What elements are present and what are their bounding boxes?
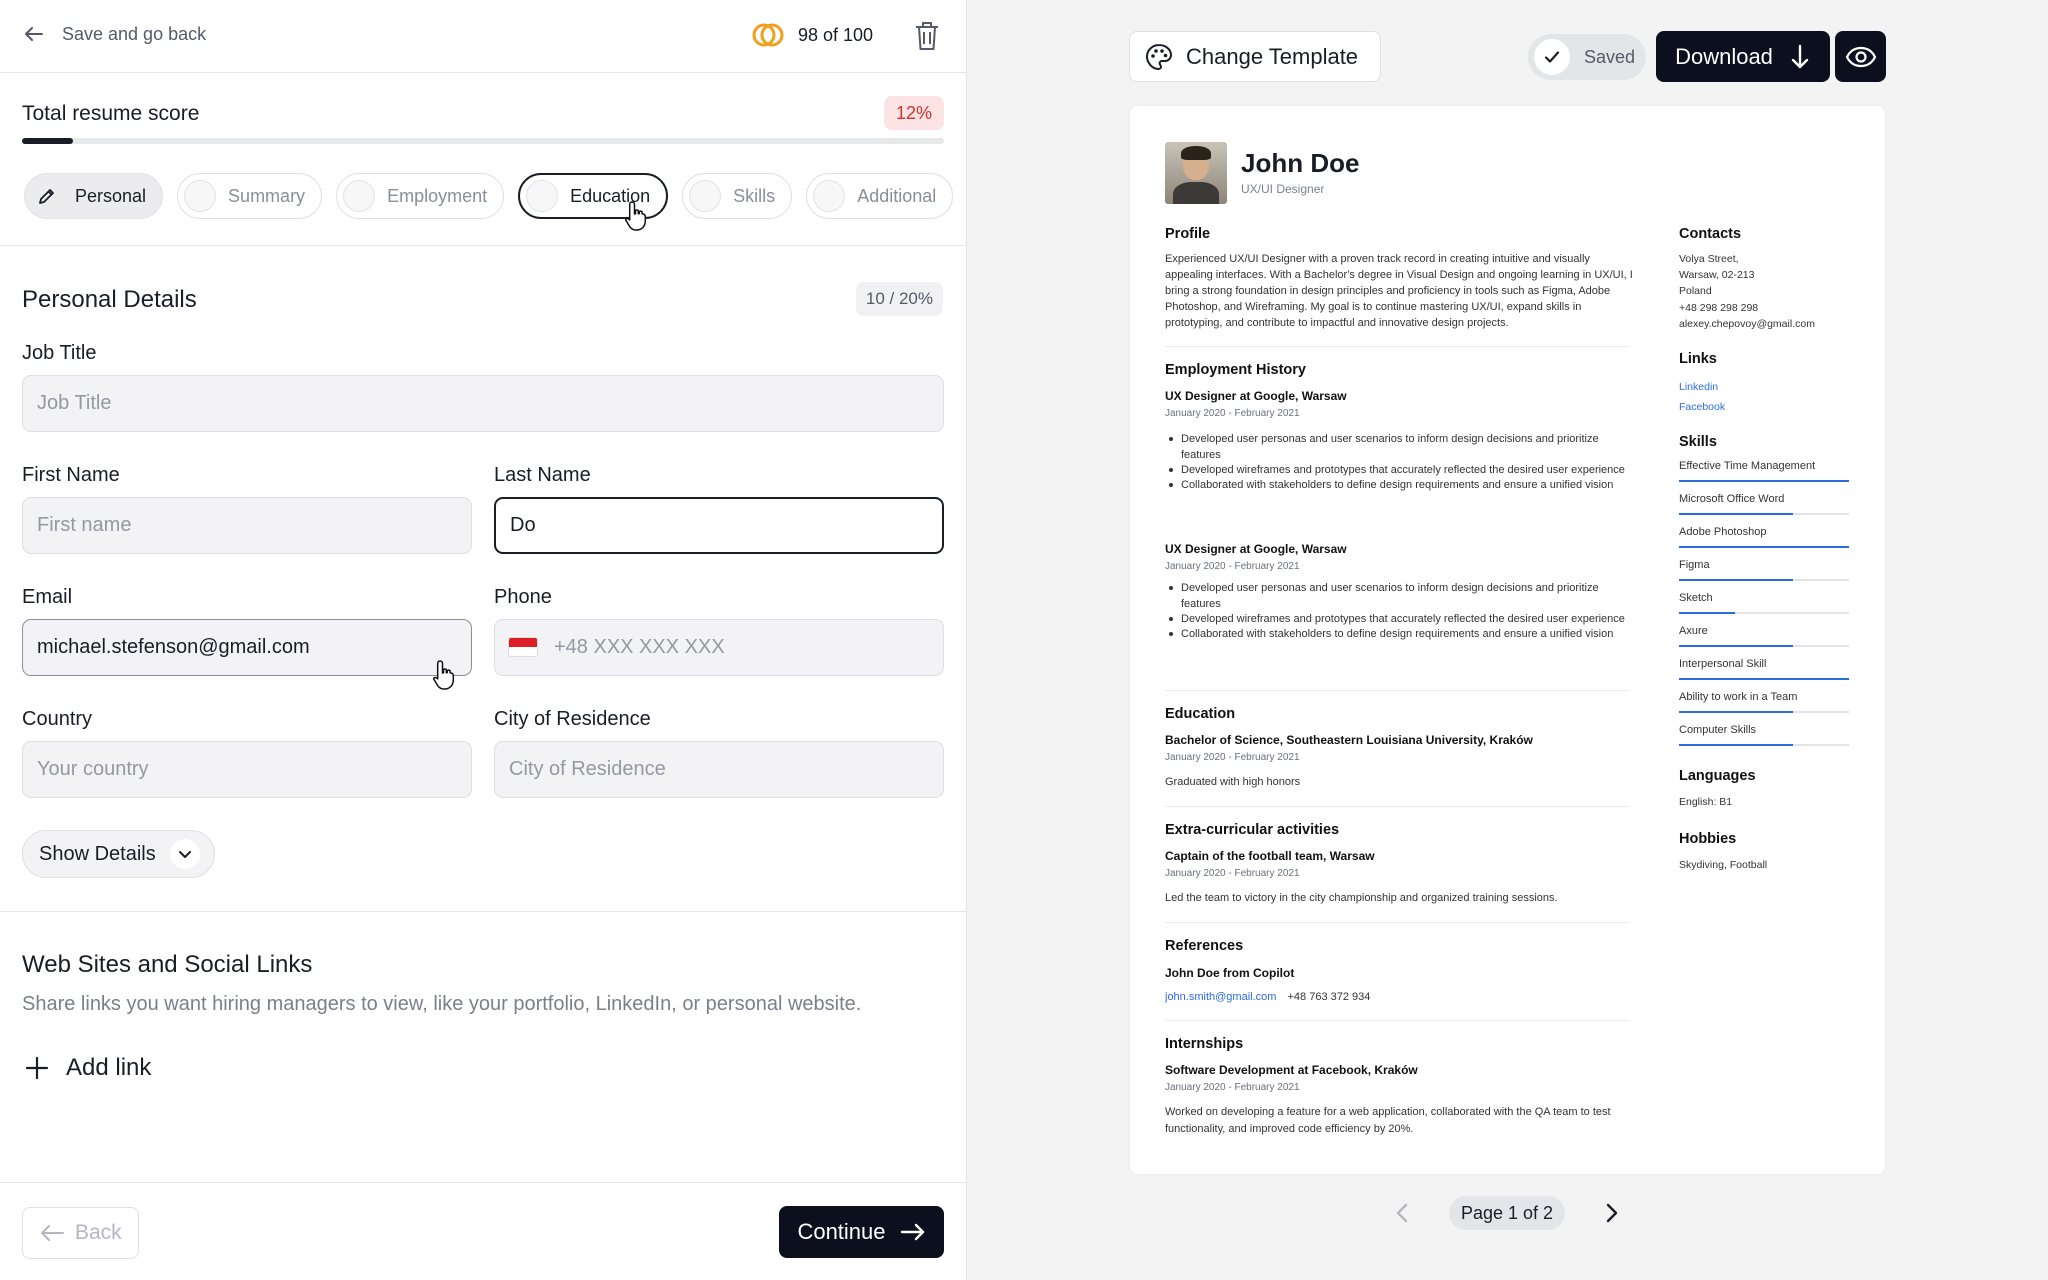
resume-skill-track [1679, 579, 1849, 581]
resume-skill-level [1679, 546, 1849, 548]
last-name-input[interactable] [494, 497, 944, 554]
resume-skill-track [1679, 645, 1849, 647]
download-button[interactable] [1656, 31, 1830, 82]
personal-details-title: Personal Details [22, 286, 197, 313]
resume-skill-name: Figma [1679, 559, 1710, 571]
list-item: Developed user personas and user scenarios to inform design decisions and prioritize features [1181, 431, 1631, 463]
resume-skill-level [1679, 513, 1793, 515]
palette-icon [1144, 42, 1174, 72]
city-label: City of Residence [494, 708, 651, 730]
arrow-left-icon [22, 22, 46, 46]
resume-skill-track [1679, 678, 1849, 680]
editor-topbar [0, 0, 967, 73]
resume-extra-heading: Extra-curricular activities [1165, 822, 1340, 838]
resume-skill-item [1679, 625, 1849, 647]
phone-label: Phone [494, 586, 552, 608]
resume-divider [1165, 690, 1630, 691]
first-name-label: First Name [22, 464, 120, 486]
tabs-divider [0, 245, 967, 246]
resume-skills-heading: Skills [1679, 434, 1717, 450]
list-item: Developed wireframes and prototypes that accurately reflected the desired user experience [1181, 462, 1631, 478]
resume-contact-line: Poland [1679, 285, 1712, 298]
download-label: Download [1675, 43, 1773, 69]
resume-score-title: Total resume score [22, 102, 200, 125]
tab-skills[interactable] [682, 173, 792, 219]
resume-contact-line: Volya Street, [1679, 253, 1739, 265]
resume-education-dates: January 2020 - February 2021 [1165, 752, 1300, 763]
resume-education-text: Graduated with high honors [1165, 776, 1301, 788]
tab-education-label: Education [570, 185, 651, 206]
resume-name: John Doe [1241, 148, 1360, 178]
list-item: Developed wireframes and prototypes that accurately reflected the desired user experience [1181, 611, 1631, 627]
coins-text: 98 of 100 [798, 24, 874, 45]
job-title-label: Job Title [22, 342, 97, 364]
resume-job-bullets [1181, 431, 1631, 492]
show-details-label: Show Details [39, 842, 156, 865]
resume-skill-name: Adobe Photoshop [1679, 526, 1767, 538]
resume-skill-item [1679, 493, 1849, 515]
resume-internship-text: Worked on developing a feature for a web application, collaborated with the QA team to test functionality, and improved code efficiency by 20%. [1165, 1106, 1611, 1135]
resume-preview [1130, 106, 1885, 1174]
resume-contacts [1679, 251, 1815, 332]
chevron-left-icon[interactable] [1390, 1200, 1416, 1226]
show-details-button[interactable] [22, 830, 215, 878]
list-item: Collaborated with stakeholders to define design requirements and ensure a unified vision [1181, 477, 1631, 493]
resume-internship-dates: January 2020 - February 2021 [1165, 1082, 1300, 1093]
resume-job-bullets [1181, 580, 1631, 641]
page-pagination [1390, 1196, 1624, 1230]
tab-summary-label: Summary [228, 185, 306, 206]
hand-cursor-icon [432, 659, 458, 691]
pencil-icon [31, 180, 63, 212]
check-icon [1534, 39, 1570, 75]
resume-hobbies: Skydiving, Football [1679, 859, 1768, 871]
resume-score-badge: 12% [884, 96, 944, 130]
resume-extra-dates: January 2020 - February 2021 [1165, 868, 1300, 879]
tab-employment[interactable] [336, 173, 504, 219]
resume-job-title: UX Designer at Google, Warsaw [1165, 389, 1347, 403]
list-item: Developed user personas and user scenarios to inform design decisions and prioritize features [1181, 580, 1631, 612]
preview-button[interactable] [1835, 31, 1886, 82]
resume-skill-item [1679, 724, 1849, 746]
web-links-subtitle: Share links you want hiring managers to view, like your portfolio, LinkedIn, or personal website. [22, 993, 862, 1015]
poland-flag-icon[interactable] [508, 637, 538, 657]
change-template-label: Change Template [1186, 43, 1359, 69]
tab-additional-label: Additional [857, 185, 937, 206]
resume-skill-track [1679, 711, 1849, 713]
resume-extra-title: Captain of the football team, Warsaw [1165, 849, 1375, 863]
resume-languages-heading: Languages [1679, 768, 1756, 784]
arrow-down-icon [1789, 44, 1811, 70]
resume-skill-level [1679, 612, 1735, 614]
resume-divider [1165, 806, 1630, 807]
resume-hobbies-heading: Hobbies [1679, 831, 1737, 847]
hand-cursor-icon [624, 200, 650, 232]
list-item: Collaborated with stakeholders to define design requirements and ensure a unified vision [1181, 626, 1631, 642]
save-and-go-back-link[interactable] [22, 22, 206, 46]
resume-divider [1165, 922, 1630, 923]
resume-avatar [1165, 142, 1227, 204]
resume-link-linkedin[interactable]: Linkedin [1679, 381, 1719, 393]
resume-skill-name: Microsoft Office Word [1679, 493, 1785, 505]
resume-reference-name: John Doe from Copilot [1165, 966, 1295, 980]
back-button-label: Back [75, 1221, 122, 1244]
resume-score-track [22, 138, 944, 144]
section-tabs [24, 173, 953, 219]
continue-button-label: Continue [797, 1219, 886, 1244]
resume-skill-track [1679, 546, 1849, 548]
resume-job-dates: January 2020 - February 2021 [1165, 408, 1300, 419]
resume-reference-contacts [1165, 989, 1370, 1006]
email-input[interactable] [22, 619, 472, 676]
email-label: Email [22, 586, 73, 608]
resume-reference-email[interactable]: john.smith@gmail.com [1165, 991, 1277, 1003]
resume-skill-name: Effective Time Management [1679, 460, 1816, 472]
resume-contact-line: alexey.chepovoy@gmail.com [1679, 317, 1815, 330]
resume-skill-item [1679, 592, 1849, 614]
resume-skill-name: Interpersonal Skill [1679, 658, 1767, 670]
add-link-button[interactable] [24, 1054, 151, 1082]
resume-skill-name: Sketch [1679, 592, 1713, 604]
resume-reference-phone: +48 763 372 934 [1287, 991, 1371, 1003]
plus-icon [24, 1055, 50, 1081]
save-and-go-back-label: Save and go back [62, 23, 207, 44]
resume-skill-level [1679, 678, 1849, 680]
last-name-label: Last Name [494, 464, 591, 486]
add-link-label: Add link [66, 1054, 152, 1081]
eye-icon [1845, 46, 1877, 68]
resume-divider [1165, 1020, 1630, 1021]
resume-score-fill [22, 138, 73, 144]
resume-skill-item [1679, 526, 1849, 548]
tab-additional-status-icon [813, 180, 845, 212]
resume-skill-name: Ability to work in a Team [1679, 691, 1798, 703]
resume-skill-level [1679, 645, 1793, 647]
chevron-right-icon[interactable] [1598, 1200, 1624, 1226]
resume-job-title: UX Designer at Google, Warsaw [1165, 542, 1347, 556]
editor-footer [0, 1182, 967, 1280]
tab-summary-status-icon [184, 180, 216, 212]
page-indicator: Page 1 of 2 [1449, 1196, 1565, 1230]
chevron-down-icon [170, 839, 200, 869]
continue-button[interactable] [779, 1206, 944, 1258]
resume-references-heading: References [1165, 938, 1244, 954]
resume-skill-level [1679, 711, 1793, 713]
resume-links [1679, 377, 1725, 417]
tab-employment-label: Employment [387, 185, 488, 206]
resume-skill-level [1679, 480, 1849, 482]
tab-summary[interactable] [177, 173, 322, 219]
resume-links-heading: Links [1679, 351, 1717, 367]
job-title-input[interactable] [22, 375, 944, 432]
resume-education-title: Bachelor of Science, Southeastern Louisiana University, Kraków [1165, 733, 1533, 747]
saved-label: Saved [1584, 46, 1636, 67]
resume-skill-level [1679, 579, 1793, 581]
tab-skills-status-icon [689, 180, 721, 212]
resume-employment-heading: Employment History [1165, 362, 1306, 378]
country-input[interactable] [22, 741, 472, 798]
arrow-right-icon [900, 1221, 926, 1243]
resume-contact-line: Warsaw, 02-213 [1679, 269, 1755, 282]
resume-skill-track [1679, 513, 1849, 515]
resume-skill-track [1679, 744, 1849, 746]
coins-icon [752, 22, 786, 48]
phone-input[interactable] [494, 619, 944, 676]
resume-role: UX/UI Designer [1241, 182, 1325, 196]
tab-employment-status-icon [343, 180, 375, 212]
section-divider [0, 911, 967, 912]
resume-skill-item [1679, 460, 1849, 482]
resume-internships-heading: Internships [1165, 1036, 1244, 1052]
coins-counter [752, 22, 873, 48]
tab-additional[interactable] [806, 173, 953, 219]
back-button[interactable] [22, 1207, 139, 1259]
resume-profile-heading: Profile [1165, 226, 1211, 242]
personal-details-score-badge: 10 / 20% [856, 282, 943, 316]
resume-skill-track [1679, 612, 1849, 614]
tab-personal-label: Personal [75, 185, 147, 206]
arrow-left-icon [39, 1222, 65, 1244]
web-links-title: Web Sites and Social Links [22, 951, 313, 978]
resume-skill-item [1679, 691, 1849, 713]
resume-contact-line: +48 298 298 298 [1679, 301, 1759, 314]
first-name-input[interactable] [22, 497, 472, 554]
change-template-button[interactable] [1129, 31, 1381, 82]
tab-skills-label: Skills [733, 185, 776, 206]
resume-job-dates: January 2020 - February 2021 [1165, 561, 1300, 572]
resume-skill-item [1679, 658, 1849, 680]
saved-status [1528, 34, 1646, 80]
country-label: Country [22, 708, 93, 730]
resume-divider [1165, 346, 1630, 347]
resume-internship-title: Software Development at Facebook, Kraków [1165, 1063, 1418, 1077]
city-input[interactable] [494, 741, 944, 798]
resume-skill-track [1679, 480, 1849, 482]
resume-profile-text: Experienced UX/UI Designer with a proven track record in creating intuitive and visually appealing interfaces. With a Bachelor's degree in Visual Design and ongoing learning in UX/UI, I bring a strong foundation in design principles and proficiency in tools such as Figma, Adobe Photoshop, and Wireframing. My goal is to continue mastering UX/UI, expand skills in prototyping, and contribute to impactful and innovative design projects. [1165, 253, 1633, 329]
resume-skill-name: Axure [1679, 625, 1708, 637]
resume-skill-name: Computer Skills [1679, 724, 1757, 736]
resume-skill-level [1679, 744, 1793, 746]
resume-extra-text: Led the team to victory in the city championship and organized training sessions. [1165, 892, 1558, 904]
tab-personal[interactable] [24, 173, 163, 219]
resume-skill-item [1679, 559, 1849, 581]
resume-education-heading: Education [1165, 706, 1236, 722]
editor-panel [0, 0, 967, 1280]
resume-contacts-heading: Contacts [1679, 226, 1742, 242]
tab-education-status-icon [526, 180, 558, 212]
trash-icon[interactable] [913, 20, 941, 52]
resume-languages: English: B1 [1679, 796, 1733, 808]
resume-link-facebook[interactable]: Facebook [1679, 401, 1726, 413]
